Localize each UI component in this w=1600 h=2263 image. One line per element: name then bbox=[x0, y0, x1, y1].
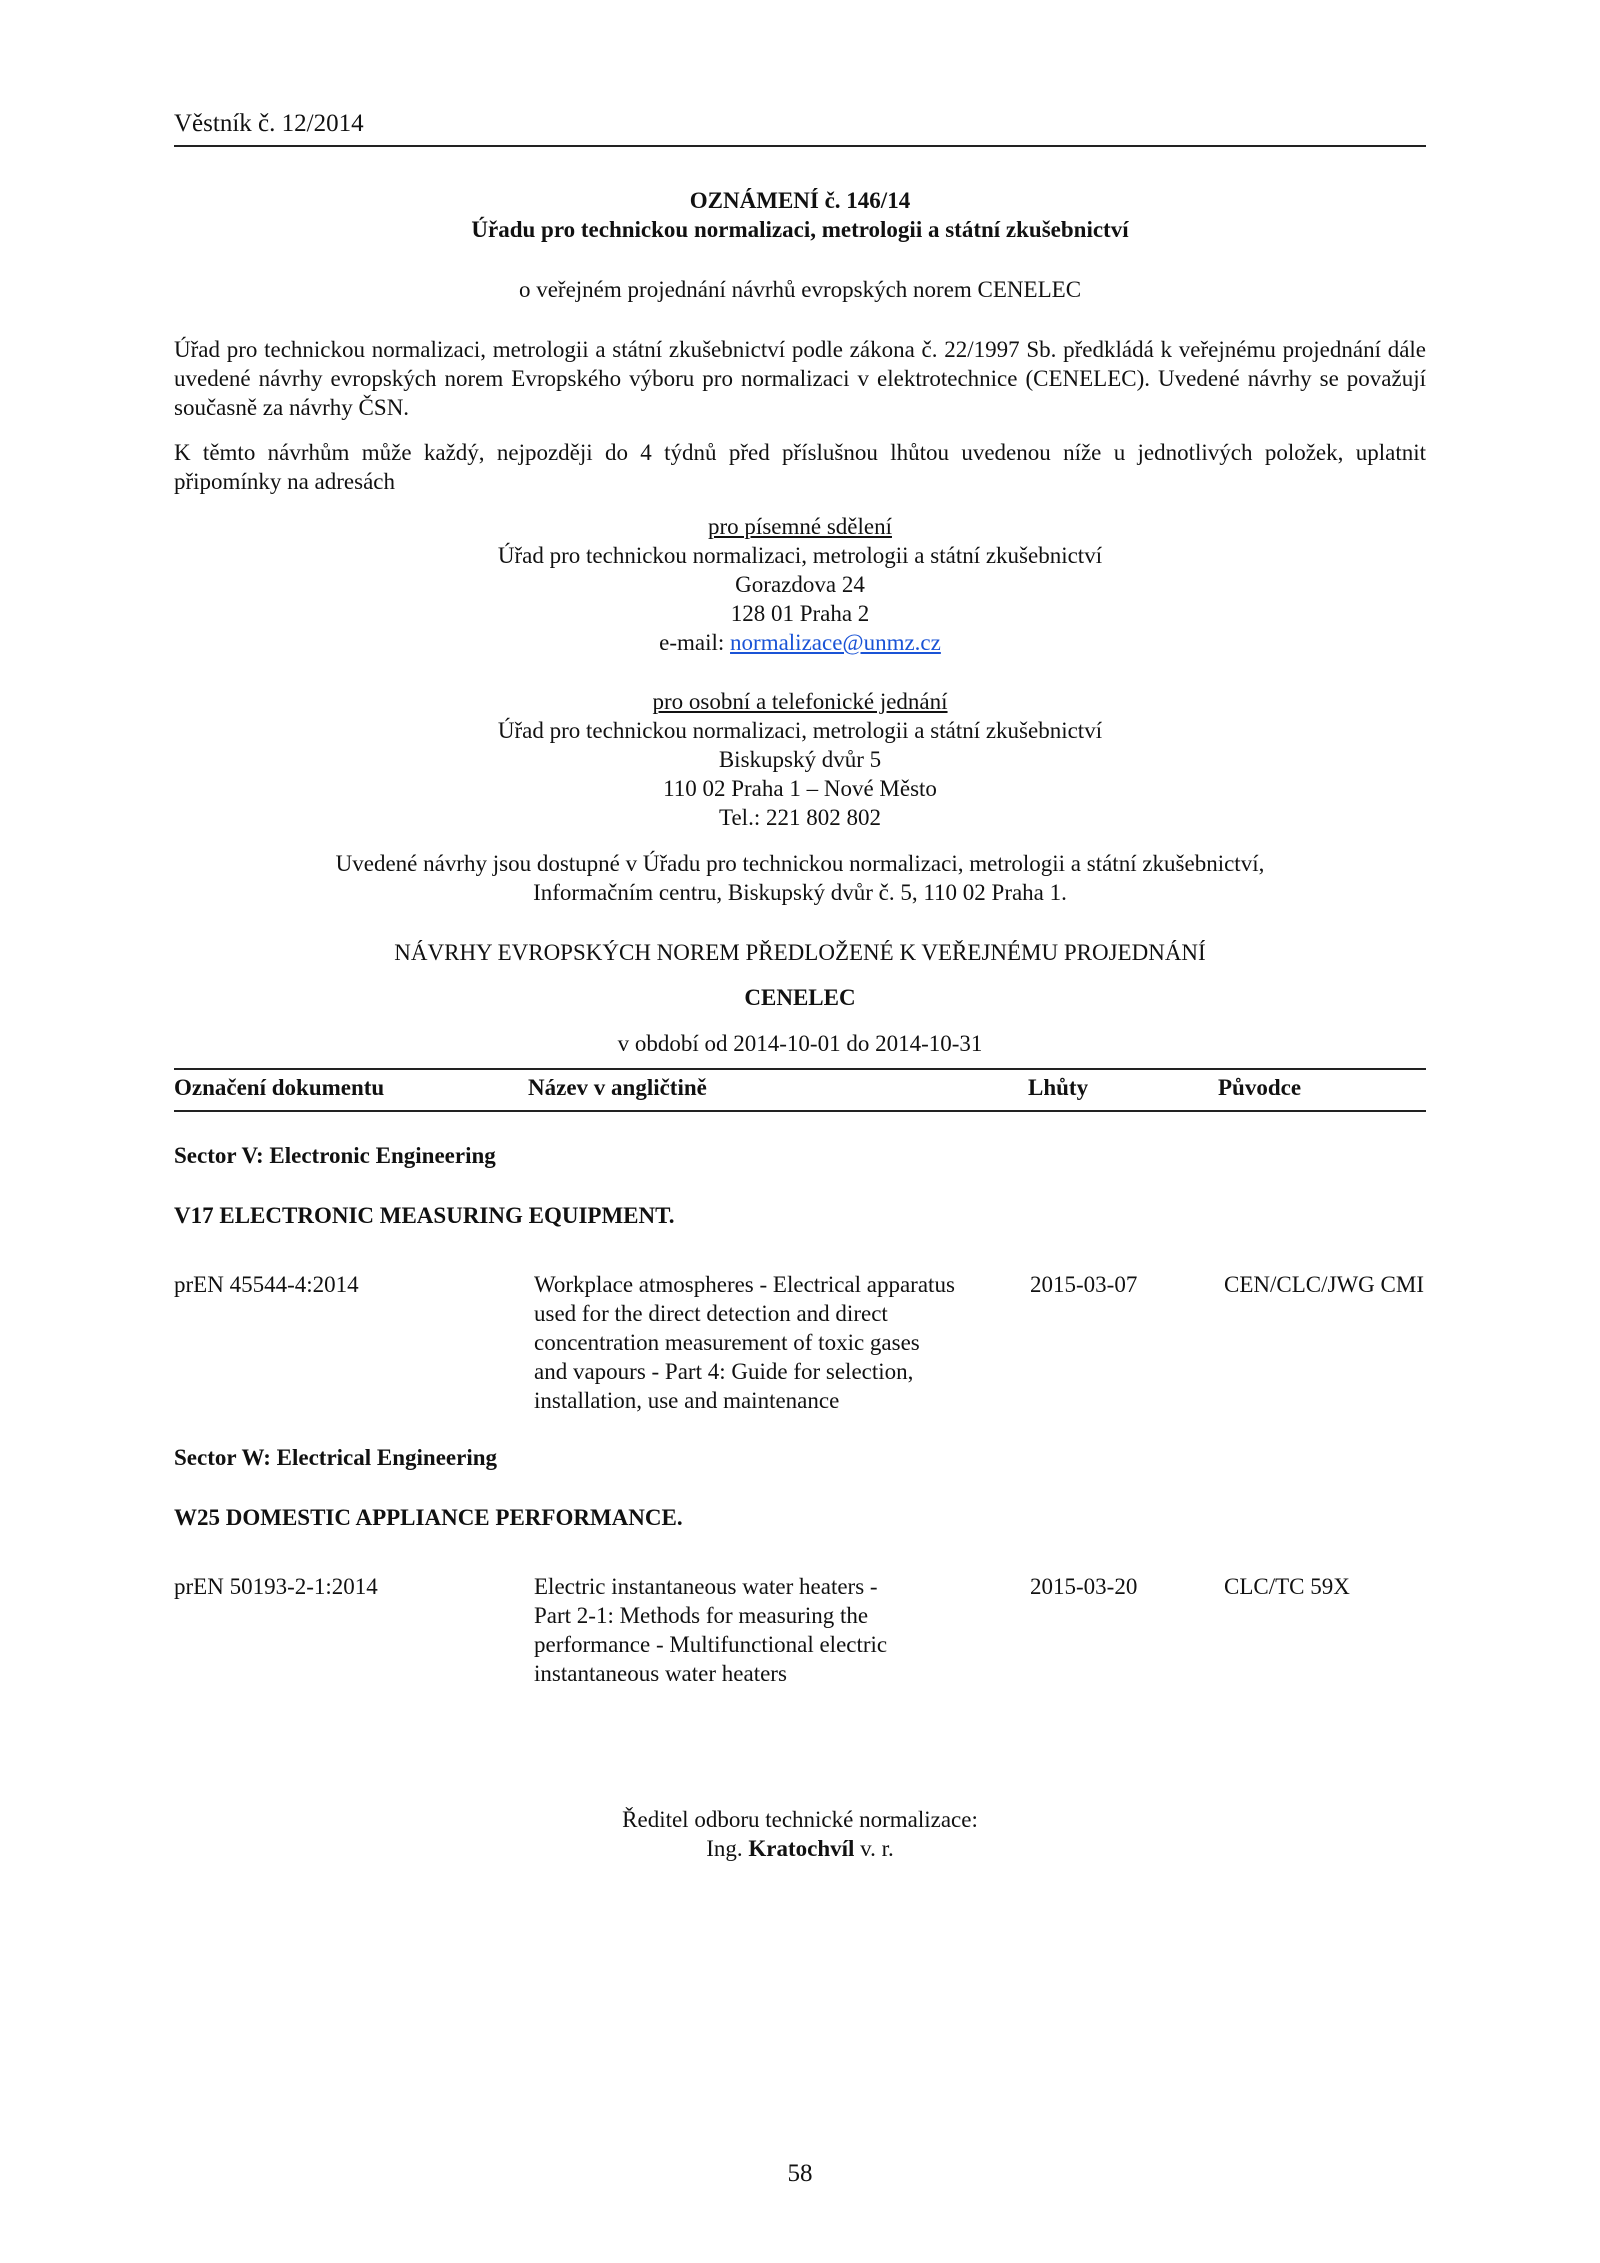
availability-line-1: Uvedené návrhy jsou dostupné v Úřadu pro technickou normalizaci, metrologii a státní zkušebnictví, bbox=[335, 851, 1265, 876]
table-header-rule bbox=[174, 1110, 1426, 1112]
group-heading: V17 ELECTRONIC MEASURING EQUIPMENT. bbox=[174, 1203, 675, 1228]
journal-header: Věstník č. 12/2014 bbox=[174, 110, 364, 137]
header-rule bbox=[174, 145, 1426, 147]
sector-heading: Sector W: Electrical Engineering bbox=[174, 1445, 498, 1470]
comments-paragraph: K těmto návrhům může každý, nejpozději do 4 týdnů před příslušnou lhůtou uvedenou níže u jednotlivých položek, uplatnit připomínky na adresách bbox=[174, 440, 1426, 494]
title-line: performance - Multifunctional electric bbox=[534, 1632, 888, 1657]
personal-contact-org: Úřad pro technickou normalizaci, metrologii a státní zkušebnictví bbox=[497, 718, 1103, 743]
personal-contact-heading: pro osobní a telefonické jednání bbox=[652, 689, 948, 714]
column-header-deadline: Lhůty bbox=[1028, 1075, 1089, 1100]
personal-contact-city: 110 02 Praha 1 – Nové Město bbox=[663, 776, 937, 801]
title-line: Workplace atmospheres - Electrical apparatus bbox=[534, 1272, 955, 1297]
title-line: installation, use and maintenance bbox=[534, 1388, 840, 1413]
signature-suffix: v. r. bbox=[854, 1836, 894, 1861]
title-line: instantaneous water heaters bbox=[534, 1661, 787, 1686]
written-contact-heading: pro písemné sdělení bbox=[708, 514, 892, 539]
intro-paragraph: Úřad pro technickou normalizaci, metrologii a státní zkušebnictví podle zákona č. 22/1997 Sb. předkládá k veřejnému projednání dále uvedené návrhy evropských norem Evropského výboru pro normalizaci v elektrotechnice (CENELEC). Uvedené návrhy se považují současně za návrhy ČSN. bbox=[174, 337, 1426, 420]
table-cell-deadline: 2015-03-20 bbox=[1030, 1574, 1138, 1599]
table-cell-title bbox=[534, 1270, 1004, 1415]
title-line: and vapours - Part 4: Guide for selection, bbox=[534, 1359, 914, 1384]
written-contact-org: Úřad pro technickou normalizaci, metrologii a státní zkušebnictví bbox=[497, 543, 1103, 568]
table-cell-origin: CEN/CLC/JWG CMI bbox=[1224, 1272, 1424, 1297]
list-period: v období od 2014-10-01 do 2014-10-31 bbox=[617, 1031, 983, 1056]
personal-contact-street: Biskupský dvůr 5 bbox=[718, 747, 882, 772]
table-cell-deadline: 2015-03-07 bbox=[1030, 1272, 1138, 1297]
announcement-title: OZNÁMENÍ č. 146/14 bbox=[689, 188, 911, 213]
table-top-rule bbox=[174, 1068, 1426, 1070]
group-heading: W25 DOMESTIC APPLIANCE PERFORMANCE. bbox=[174, 1505, 683, 1530]
table-cell-document: prEN 45544-4:2014 bbox=[174, 1272, 359, 1297]
signatory-name: Kratochvíl bbox=[748, 1836, 855, 1861]
announcement-subtitle: o veřejném projednání návrhů evropských norem CENELEC bbox=[518, 277, 1082, 302]
title-line: used for the direct detection and direct bbox=[534, 1301, 888, 1326]
column-header-document: Označení dokumentu bbox=[174, 1075, 385, 1100]
page-number: 58 bbox=[787, 2160, 813, 2187]
signature-title: Ředitel odboru technické normalizace: bbox=[622, 1807, 978, 1832]
title-line: concentration measurement of toxic gases bbox=[534, 1330, 920, 1355]
list-heading: NÁVRHY EVROPSKÝCH NOREM PŘEDLOŽENÉ K VEŘEJNÉMU PROJEDNÁNÍ bbox=[394, 940, 1206, 965]
issuer-line: Úřadu pro technickou normalizaci, metrologii a státní zkušebnictví bbox=[471, 217, 1129, 242]
table-cell-document: prEN 50193-2-1:2014 bbox=[174, 1574, 378, 1599]
signature-prefix: Ing. bbox=[706, 1836, 749, 1861]
written-contact-email bbox=[174, 628, 1426, 657]
title-line: Electric instantaneous water heaters - bbox=[534, 1574, 878, 1599]
title-line: Part 2-1: Methods for measuring the bbox=[534, 1603, 869, 1628]
sector-heading: Sector V: Electronic Engineering bbox=[174, 1143, 496, 1168]
table-cell-origin: CLC/TC 59X bbox=[1224, 1574, 1350, 1599]
availability-line-2: Informačním centru, Biskupský dvůr č. 5, 110 02 Praha 1. bbox=[533, 880, 1067, 905]
written-contact-city: 128 01 Praha 2 bbox=[730, 601, 870, 626]
table-cell-title bbox=[534, 1572, 1004, 1688]
signature-name bbox=[174, 1834, 1426, 1863]
column-header-title: Název v angličtině bbox=[528, 1075, 707, 1100]
email-label: e-mail: bbox=[659, 630, 731, 655]
written-contact-street: Gorazdova 24 bbox=[735, 572, 865, 597]
column-header-origin: Původce bbox=[1218, 1075, 1302, 1100]
personal-contact-phone: Tel.: 221 802 802 bbox=[719, 805, 881, 830]
list-organization: CENELEC bbox=[744, 985, 856, 1010]
email-link[interactable]: normalizace@unmz.cz bbox=[730, 630, 941, 655]
